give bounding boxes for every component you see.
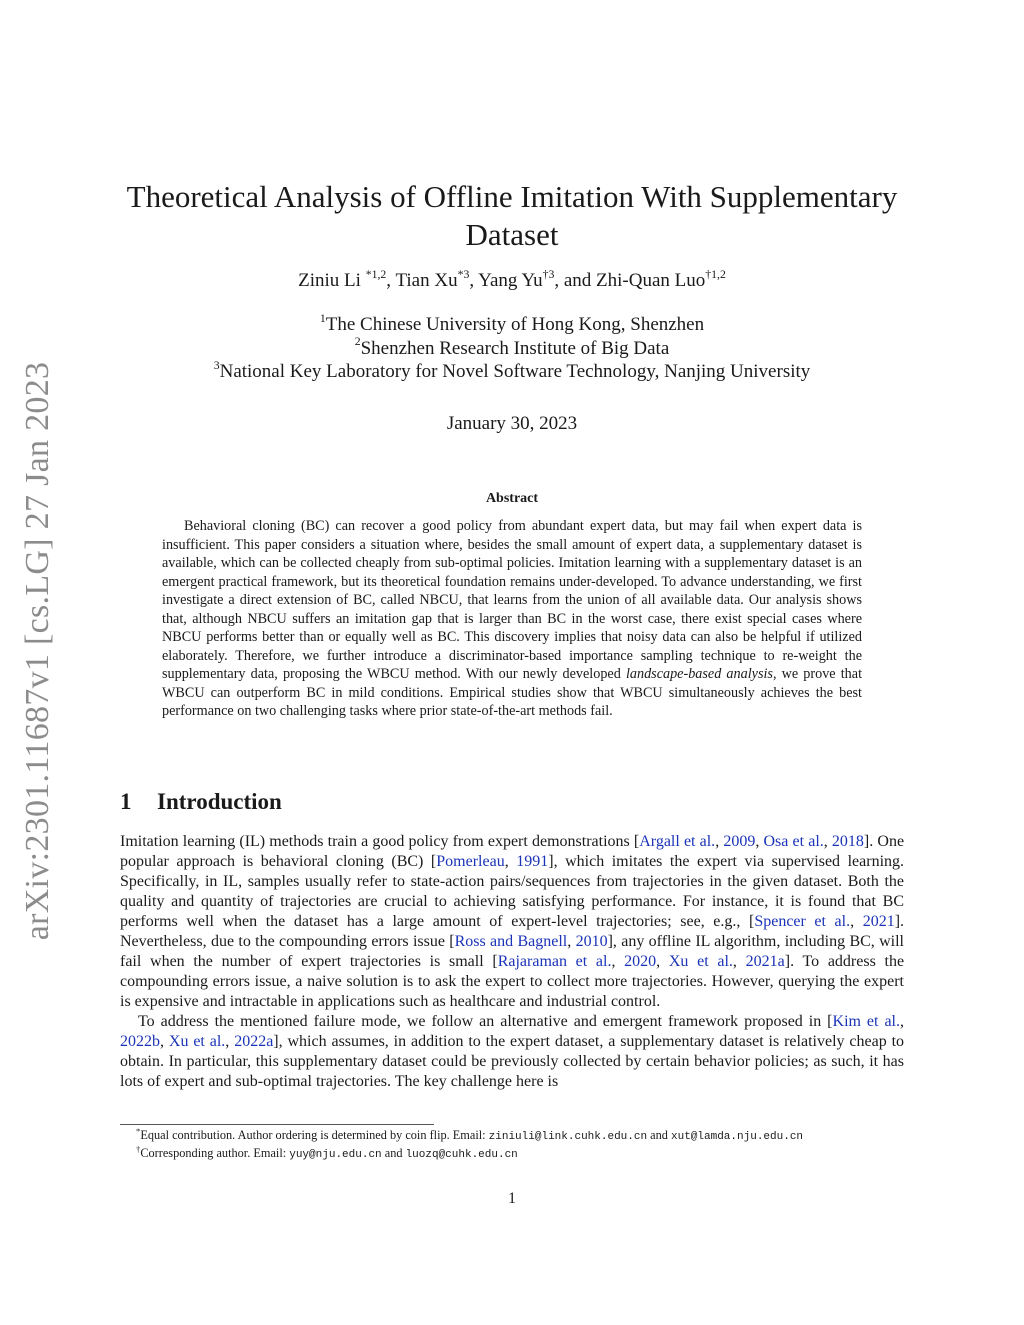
abstract-emphasis: landscape-based analysis [625,666,773,682]
email-link[interactable]: xut@lamda.nju.edu.cn [671,1131,804,1143]
author-name: Tian Xu [395,270,458,291]
affiliation: $^1$The Chinese University of Hong Kong, Shenzhen [319,311,705,335]
page-number: 1 [508,1190,516,1207]
footnote: †Corresponding author. Email: yuy@nju.edu.cn and luozq@cuhk.edu.cn [136,1143,518,1161]
abstract-body: Behavioral cloning (BC) can recover a good policy from abundant expert data, but may fail when expert data is insufficient. This paper considers a situation where, besides the small amount of expert data, a supplementary dataset is available, which can be collected cheaply from sub-optimal policies. Imitation learning with a supplementary dataset is an emergent practical framework, but its theoretical foundation remains under-developed. To advance understanding, we first investigate a direct extension of BC, called NBCU, that learns from the union of all available data. Our analysis shows that, although NBCU suffers an imitation gap that is larger than BC in the worst case, there exist special cases where NBCU performs better than or equally well as BC. This discovery implies that noisy data can also be helpful if utilized elaborately. Therefore, we further introduce a discriminator-based importance sampling technique to re-weight the supplementary data, proposing the WBCU method. With our newly developed landscape-based analysis, we prove that WBCU can outperform BC in mild conditions. Empirical studies show that WBCU simultaneously achieves the best performance on two challenging tasks where prior state-of-the-art methods fail. [162,518,863,719]
author-name: Ziniu Li [298,270,361,291]
citation-link[interactable]: Spencer et al. [754,913,851,930]
section-title: Introduction [157,789,282,814]
citation-link[interactable]: 1991 [516,853,549,870]
citation-link[interactable]: 2010 [575,933,608,950]
citation-link[interactable]: Rajaraman et al. [497,953,612,970]
citation-link[interactable]: Osa et al. [763,833,824,850]
citation-link[interactable]: 2018 [831,833,864,850]
citation-link[interactable]: Ross and Bagnell [454,933,568,950]
email-link[interactable]: yuy@nju.edu.cn [289,1149,382,1161]
arxiv-identifier: arXiv:2301.11687v1 [cs.LG] 27 Jan 2023 [19,362,56,940]
footnotes [120,1127,920,1163]
paragraph: To address the mentioned failure mode, we follow an alternative and emergent framework proposed in [Kim et al., 2022b, Xu et al., 2022a], which assumes, in addition to the expert dataset, a supplementary dataset is relatively cheap to obtain. In particular, this supplementary dataset could be previously collected by certain behavior policies; as such, it has lots of expert and sub-optimal trajectories. The key challenge here is [120,1013,905,1090]
arxiv-sidebar-stamp [16,362,60,940]
introduction-body [120,832,904,1092]
author-mark: *1,2 [365,267,387,281]
section-number: 1 [120,789,132,814]
email-link[interactable]: luozq@cuhk.edu.cn [405,1149,518,1161]
citation-link[interactable]: Kim et al. [832,1013,900,1030]
abstract-heading: Abstract [485,491,539,506]
affiliation: $^3$National Key Laboratory for Novel Software Technology, Nanjing University [213,358,811,382]
author-list: Ziniu Li $^{*1,2}$, Tian Xu$^{*3}$, Yang Yu$^{\dagger 3}$, and Zhi-Quan Luo$^{\dagger 1,2}$ [298,267,726,291]
author-name: Yang Yu [478,270,543,291]
citation-link[interactable]: 2009 [723,833,756,850]
author-mark: †3 [542,267,555,281]
affiliation: $^2$Shenzhen Research Institute of Big Data [354,335,670,359]
citation-link[interactable]: 2022a [234,1033,274,1050]
author-mark: *3 [457,267,470,281]
publication-date: January 30, 2023 [446,413,578,434]
email-link[interactable]: ziniuli@link.cuhk.edu.cn [488,1131,648,1143]
paper-title: Theoretical Analysis of Offline Imitation With Supplementary Dataset [126,179,898,252]
footnote-divider [120,1124,434,1125]
author-name: Zhi-Quan Luo [596,270,706,291]
author-mark: †1,2 [705,267,726,281]
paragraph: Imitation learning (IL) methods train a good policy from expert demonstrations [Argall et al., 2009, Osa et al., 2018]. One popular approach is behavioral cloning (BC) [Pomerleau, 1991], which imitates the expert via supervised learning. Specifically, in IL, samples usually refer to state-action pairs/sequences from trajectories in the given dataset. Both the quality and quantity of trajectories are crucial to achieving satisfying performance. For instance, it is found that BC performs well when the dataset has a large amount of expert-level trajectories; see, e.g., [Spencer et al., 2021]. Nevertheless, due to the compounding errors issue [Ross and Bagnell, 2010], any offline IL algorithm, including BC, will fail when the number of expert trajectories is small [Rajaraman et al., 2020, Xu et al., 2021a]. To address the compounding errors issue, a naive solution is to ask the expert to collect more trajectories. However, querying the expert is expensive and intractable in applications such as healthcare and industrial control. [120,833,905,1010]
citation-link[interactable]: Xu et al. [168,1033,226,1050]
citation-link[interactable]: 2021a [745,953,785,970]
citation-link[interactable]: 2020 [624,953,657,970]
citation-link[interactable]: 2022b [120,1033,160,1050]
citation-link[interactable]: 2021 [862,913,895,930]
footnote: *Equal contribution. Author ordering is determined by coin flip. Email: ziniuli@link.cuhk.edu.cn and xut@lamda.nju.edu.cn [136,1125,804,1143]
citation-link[interactable]: Pomerleau [436,853,505,870]
affiliation-list [110,313,914,384]
citation-link[interactable]: Xu et al. [668,953,733,970]
citation-link[interactable]: Argall et al. [639,833,716,850]
section-heading-introduction [120,789,282,815]
